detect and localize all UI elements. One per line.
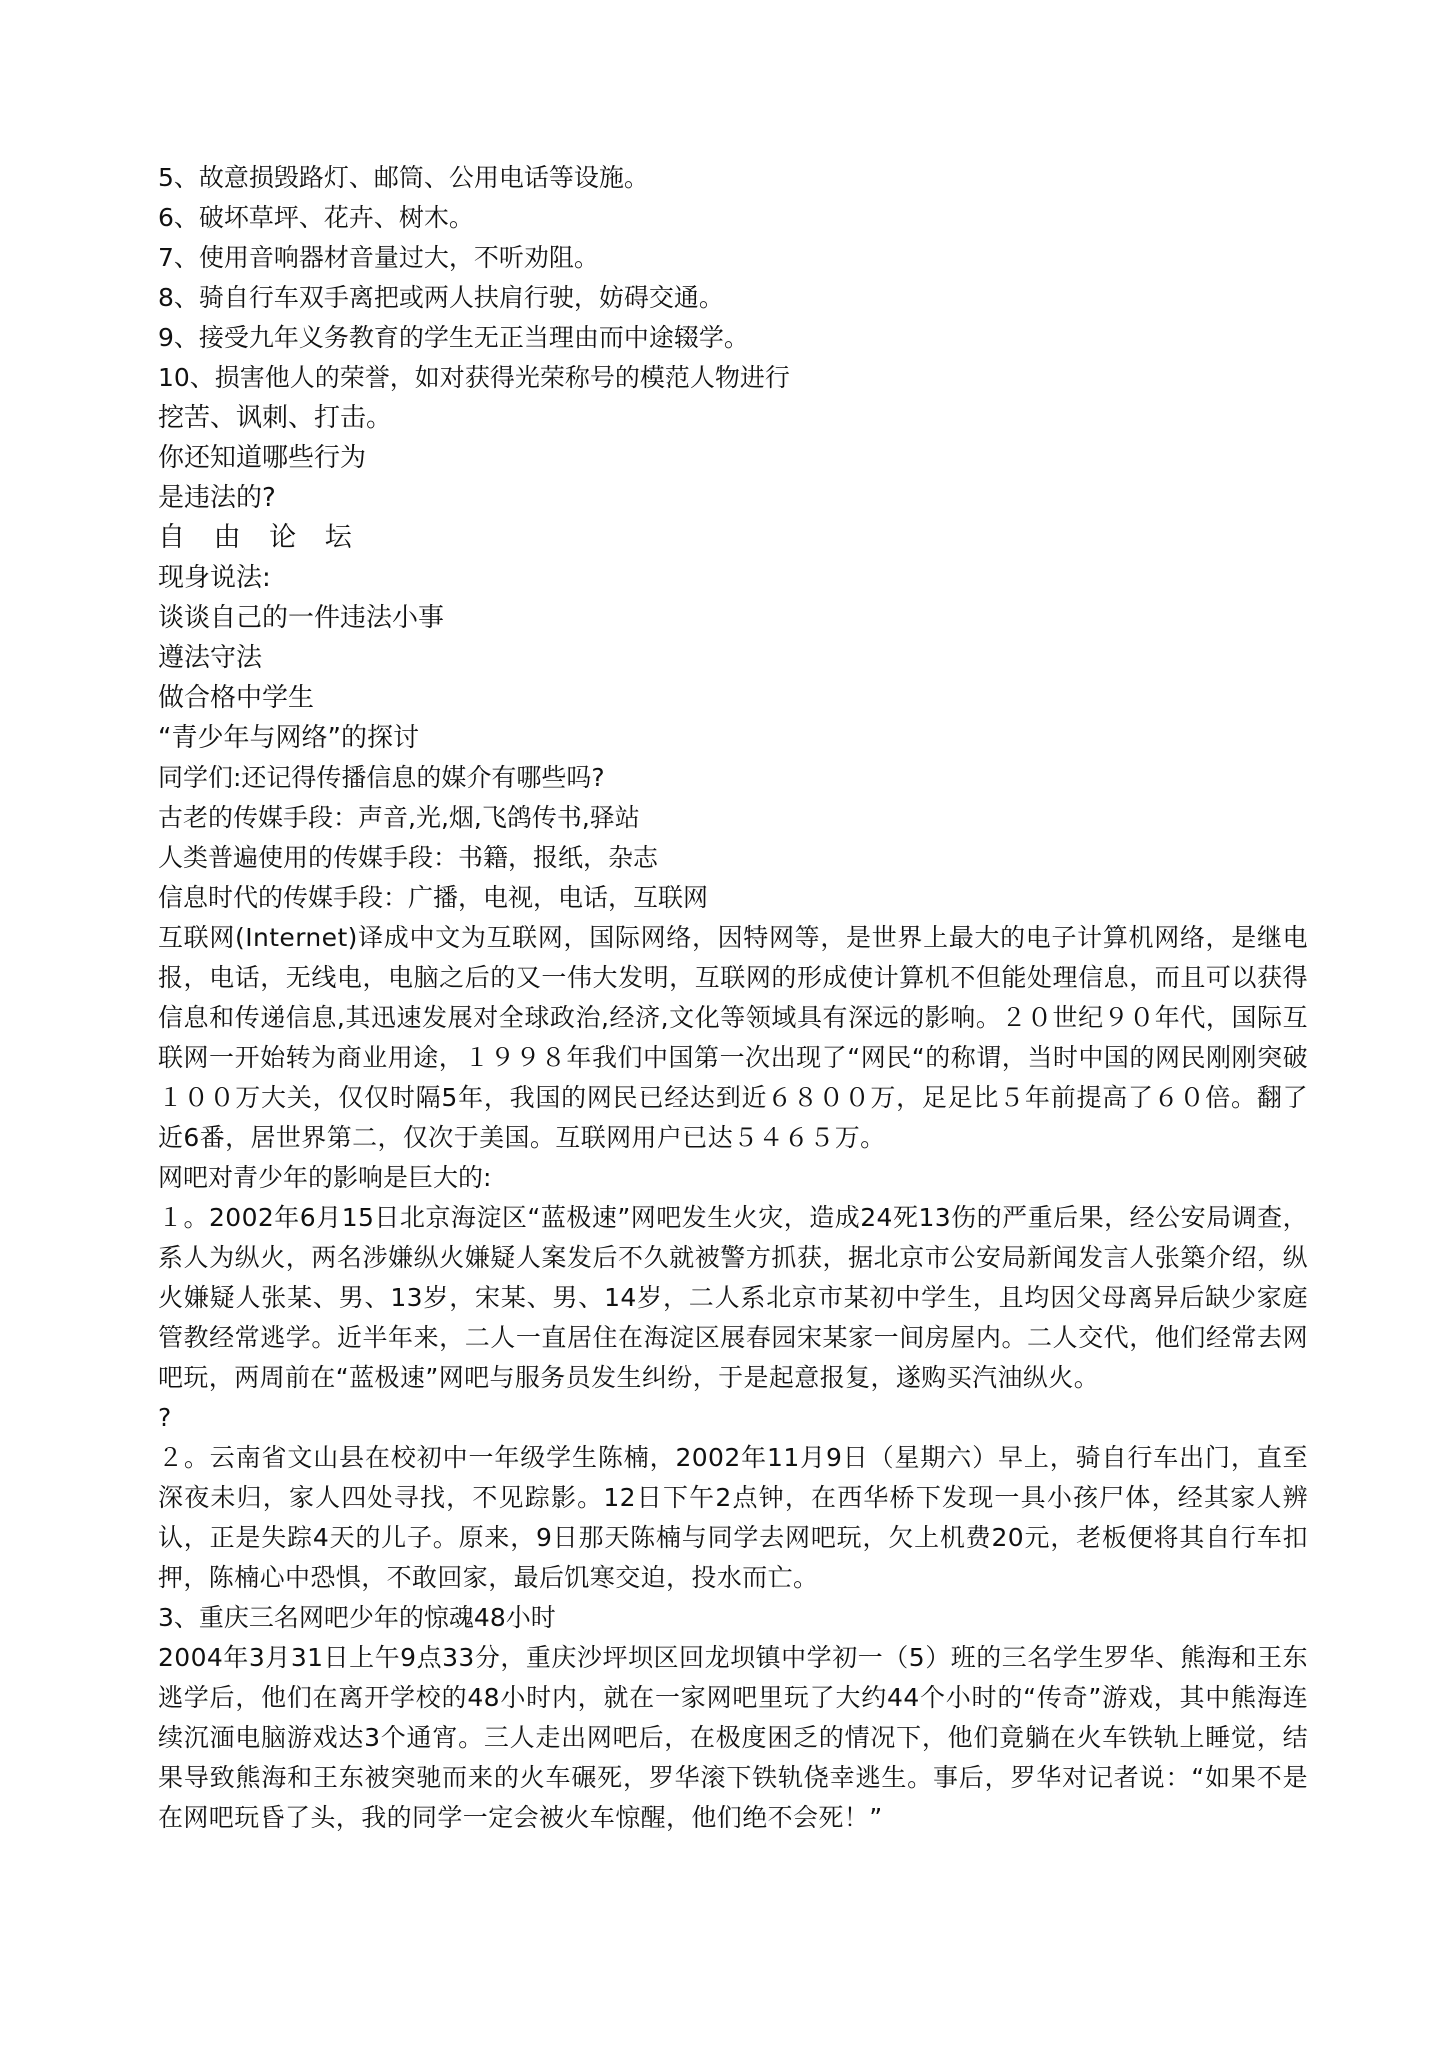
impact-line: 网吧对青少年的影响是巨大的: — [158, 1163, 492, 1192]
list-item: 挖苦、讽刺、打击。 — [158, 403, 393, 433]
media-info: 信息时代的传媒手段：广播，电视，电话，互联网 — [158, 883, 709, 912]
media-question: 同学们:还记得传播信息的媒介有哪些吗? — [158, 763, 605, 792]
case-1-paragraph: １。2002年6月15日北京海淀区“蓝极速”网吧发生火灾，造成24死13伤的严重后果，经公安局调查，系人为纵火，两名涉嫌纵火嫌疑人案发后不久就被警方抓获，据北京市公安局新闻发言人张築介绍，纵火嫌疑人张某、男、13岁，宋某、男、14岁，二人系北京市某初中学生，且均因父母离异后缺少家庭管教经常逃学。近半年来，二人一直居住在海淀区展春园宋某家一间房屋内。二人交代，他们经常去网吧玩，两周前在“蓝极速”网吧与服务员发生纠纷，于是起意报复，遂购买汽油纵火。 — [158, 1203, 1308, 1392]
list-item: 5、故意损毁路灯、邮筒、公用电话等设施。 — [158, 163, 649, 192]
law-slogan-2: 做合格中学生 — [158, 683, 315, 713]
list-item: 8、骑自行车双手离把或两人扶肩行驶，妨碍交通。 — [158, 283, 724, 312]
topic-heading: “青少年与网络”的探讨 — [158, 723, 419, 753]
internet-paragraph: 互联网(Internet)译成中文为互联网，国际网络，因特网等，是世界上最大的电子计算机网络，是继电报，电话，无线电，电脑之后的又一伟大发明，互联网的形成使计算机不但能处理信息，而且可以获得信息和传递信息,其迅速发展对全球政治,经济,文化等领域具有深远的影响。２０世纪９０年代，国际互联网一开始转为商业用途，１９９８年我们中国第一次出现了“网民“的称谓，当时中国的网民刚刚突破１００万大关，仅仅时隔5年，我国的网民已经达到近６８００万，足足比５年前提高了６０倍。翻了近6番，居世界第二，仅次于美国。互联网用户已达５４６５万。 — [158, 923, 1308, 1152]
testimony-heading: 现身说法: — [158, 563, 271, 593]
list-item: 7、使用音响器材音量过大，不听劝阻。 — [158, 243, 599, 272]
talk-prompt: 谈谈自己的一件违法小事 — [158, 603, 445, 633]
question-mark: ? — [158, 1403, 172, 1432]
forum-heading: 自 由 论 坛 — [158, 522, 362, 553]
question-line-1: 你还知道哪些行为 — [158, 443, 367, 473]
media-common: 人类普遍使用的传媒手段：书籍，报纸，杂志 — [158, 843, 659, 872]
case-3-title: 3、重庆三名网吧少年的惊魂48小时 — [158, 1603, 556, 1632]
media-old: 古老的传媒手段：声音,光,烟,飞鸽传书,驿站 — [158, 803, 640, 832]
list-item: 9、接受九年义务教育的学生无正当理由而中途辍学。 — [158, 323, 749, 352]
list-item: 10、损害他人的荣誉，如对获得光荣称号的模范人物进行 — [158, 363, 790, 392]
list-item: 6、破坏草坪、花卉、树木。 — [158, 203, 474, 232]
case-3-paragraph: 2004年3月31日上午9点33分，重庆沙坪坝区回龙坝镇中学初一（5）班的三名学生罗华、熊海和王东逃学后，他们在离开学校的48小时内，就在一家网吧里玩了大约44个小时的“传奇”游戏，其中熊海连续沉湎电脑游戏达3个通宵。三人走出网吧后，在极度困乏的情况下，他们竟躺在火车铁轨上睡觉，结果导致熊海和王东被突驰而来的火车碾死，罗华滚下铁轨侥幸逃生。事后，罗华对记者说：“如果不是在网吧玩昏了头，我的同学一定会被火车惊醒，他们绝不会死！” — [158, 1643, 1308, 1832]
question-line-2: 是违法的? — [158, 483, 276, 513]
document-content — [158, 158, 1308, 1838]
case-2-paragraph: ２。云南省文山县在校初中一年级学生陈楠，2002年11月9日（星期六）早上，骑自行车出门，直至深夜未归，家人四处寻找，不见踪影。12日下午2点钟，在西华桥下发现一具小孩尸体，经其家人辨认，正是失踪4天的儿子。原来，9日那天陈楠与同学去网吧玩，欠上机费20元，老板便将其自行车扣押，陈楠心中恐惧，不敢回家，最后饥寒交迫，投水而亡。 — [158, 1443, 1308, 1592]
law-slogan-1: 遵法守法 — [158, 643, 263, 673]
